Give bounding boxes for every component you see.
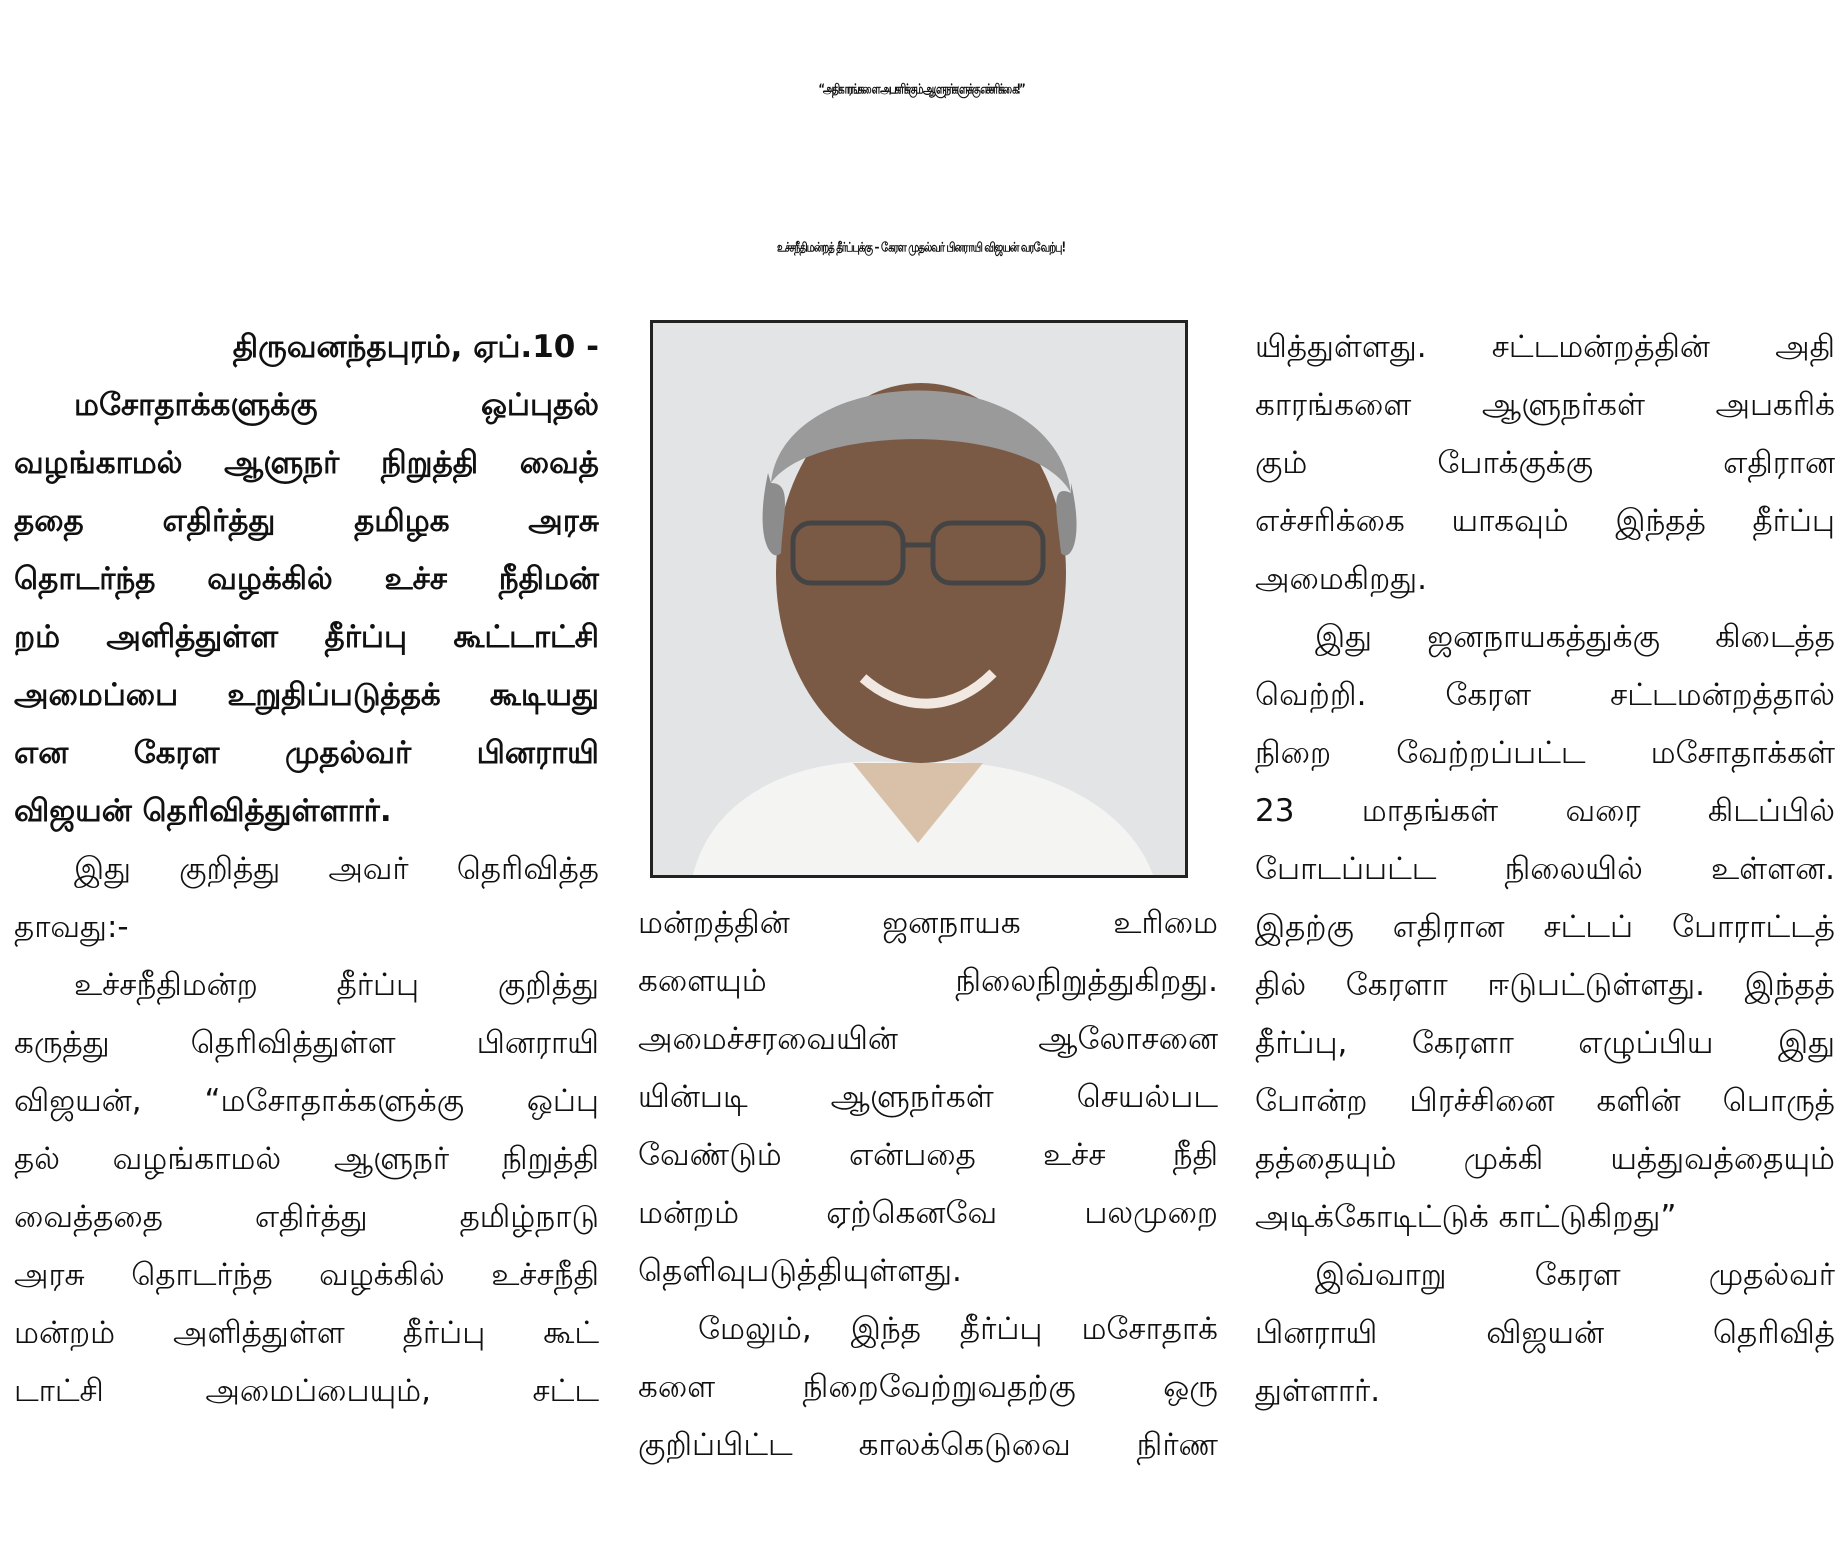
text-line: கருத்து தெரிவித்துள்ள பினராயி [14,1025,599,1061]
text-line: அடிக்கோடிட்டுக் காட்டுகிறது” [1255,1199,1677,1235]
text-line: வழங்காமல் ஆளுநர் நிறுத்தி வைத் [14,445,599,481]
text-line: தொடர்ந்த வழக்கில் உச்ச நீதிமன் [14,561,599,597]
text-line: என கேரள முதல்வர் பினராயி [14,735,599,771]
text-line: அமைச்சரவையின் ஆலோசனை [638,1021,1218,1057]
text-line: மன்றம் ஏற்கெனவே பலமுறை [638,1195,1218,1231]
text-line: அமைகிறது. [1255,561,1427,597]
dateline: திருவனந்தபுரம், ஏப்.10 - [232,329,599,365]
text-line: கும் போக்குக்கு எதிரான [1255,445,1835,481]
text-line: களை நிறைவேற்றுவதற்கு ஒரு [638,1369,1218,1405]
text-line: காரங்களை ஆளுநர்கள் அபகரிக் [1255,387,1835,423]
text-line: 23 மாதங்கள் வரை கிடப்பில் [1255,793,1835,829]
text-line: இதற்கு எதிரான சட்டப் போராட்டத் [1255,909,1835,945]
text-line: எச்சரிக்கை யாகவும் இந்தத் தீர்ப்பு [1255,503,1835,539]
text-line: வேண்டும் என்பதை உச்ச நீதி [638,1137,1218,1173]
text-line: மன்றம் அளித்துள்ள தீர்ப்பு கூட் [14,1315,599,1351]
text-line: விஜயன் தெரிவித்துள்ளார். [14,793,392,829]
article-column-2 [638,894,1218,1474]
text-line: தில் கேரளா ஈடுபட்டுள்ளது. இந்தத் [1255,967,1835,1003]
text-line: நிறை வேற்றப்பட்ட மசோதாக்கள் [1255,735,1835,771]
text-line: டாட்சி அமைப்பையும், சட்ட [14,1373,599,1409]
text-line: அரசு தொடர்ந்த வழக்கில் உச்சநீதி [14,1257,599,1293]
text-line: போன்ற பிரச்சினை களின் பொருத் [1255,1083,1835,1119]
text-line: தல் வழங்காமல் ஆளுநர் நிறுத்தி [14,1141,599,1177]
text-line: ததை எதிர்த்து தமிழக அரசு [14,503,599,539]
text-line: விஜயன், “மசோதாக்களுக்கு ஒப்பு [14,1083,599,1119]
headline: “அதிகாரங்களை அபகரிக்கும் ஆளுநர்களுக்கு எச்சரிக்கை!” [818,82,1024,98]
subheadline: உச்சநீதிமன்றத் தீர்ப்புக்கு – கேரள முதல்வர் பினராயி விஜயன் வரவேற்பு! [776,241,1066,256]
article-column-1 [14,318,599,1420]
text-line: தீர்ப்பு, கேரளா எழுப்பிய இது [1255,1025,1835,1061]
text-line: துள்ளார். [1255,1373,1381,1409]
text-line: றம் அளித்துள்ள தீர்ப்பு கூட்டாட்சி [14,619,599,655]
text-line: யித்துள்ளது. சட்டமன்றத்தின் அதி [1255,329,1835,365]
text-line: தத்தையும் முக்கி யத்துவத்தையும் [1255,1141,1835,1177]
text-line: இது ஜனநாயகத்துக்கு கிடைத்த [1315,619,1835,655]
text-line: போடப்பட்ட நிலையில் உள்ளன. [1255,851,1835,887]
text-line: மசோதாக்களுக்கு ஒப்புதல் [74,387,599,423]
text-line: வைத்ததை எதிர்த்து தமிழ்நாடு [14,1199,599,1235]
text-line: இவ்வாறு கேரள முதல்வர் [1315,1257,1835,1293]
text-line: இது குறித்து அவர் தெரிவித்த [74,851,599,887]
article-column-3 [1255,318,1835,1420]
text-line: வெற்றி. கேரள சட்டமன்றத்தால் [1255,677,1835,713]
text-line: தெளிவுபடுத்தியுள்ளது. [638,1253,962,1289]
text-line: தாவது:- [14,909,129,945]
text-line: மேலும், இந்த தீர்ப்பு மசோதாக் [698,1311,1218,1347]
portrait-illustration [653,323,1185,875]
portrait-photo [650,320,1188,878]
text-line: உச்சநீதிமன்ற தீர்ப்பு குறித்து [74,967,599,1003]
text-line: களையும் நிலைநிறுத்துகிறது. [638,963,1218,999]
text-line: பினராயி விஜயன் தெரிவித் [1255,1315,1835,1351]
text-line: மன்றத்தின் ஜனநாயக உரிமை [638,905,1218,941]
text-line: குறிப்பிட்ட காலக்கெடுவை நிர்ண [638,1427,1218,1463]
text-line: யின்படி ஆளுநர்கள் செயல்பட [638,1079,1218,1115]
text-line: அமைப்பை உறுதிப்படுத்தக் கூடியது [14,677,599,713]
